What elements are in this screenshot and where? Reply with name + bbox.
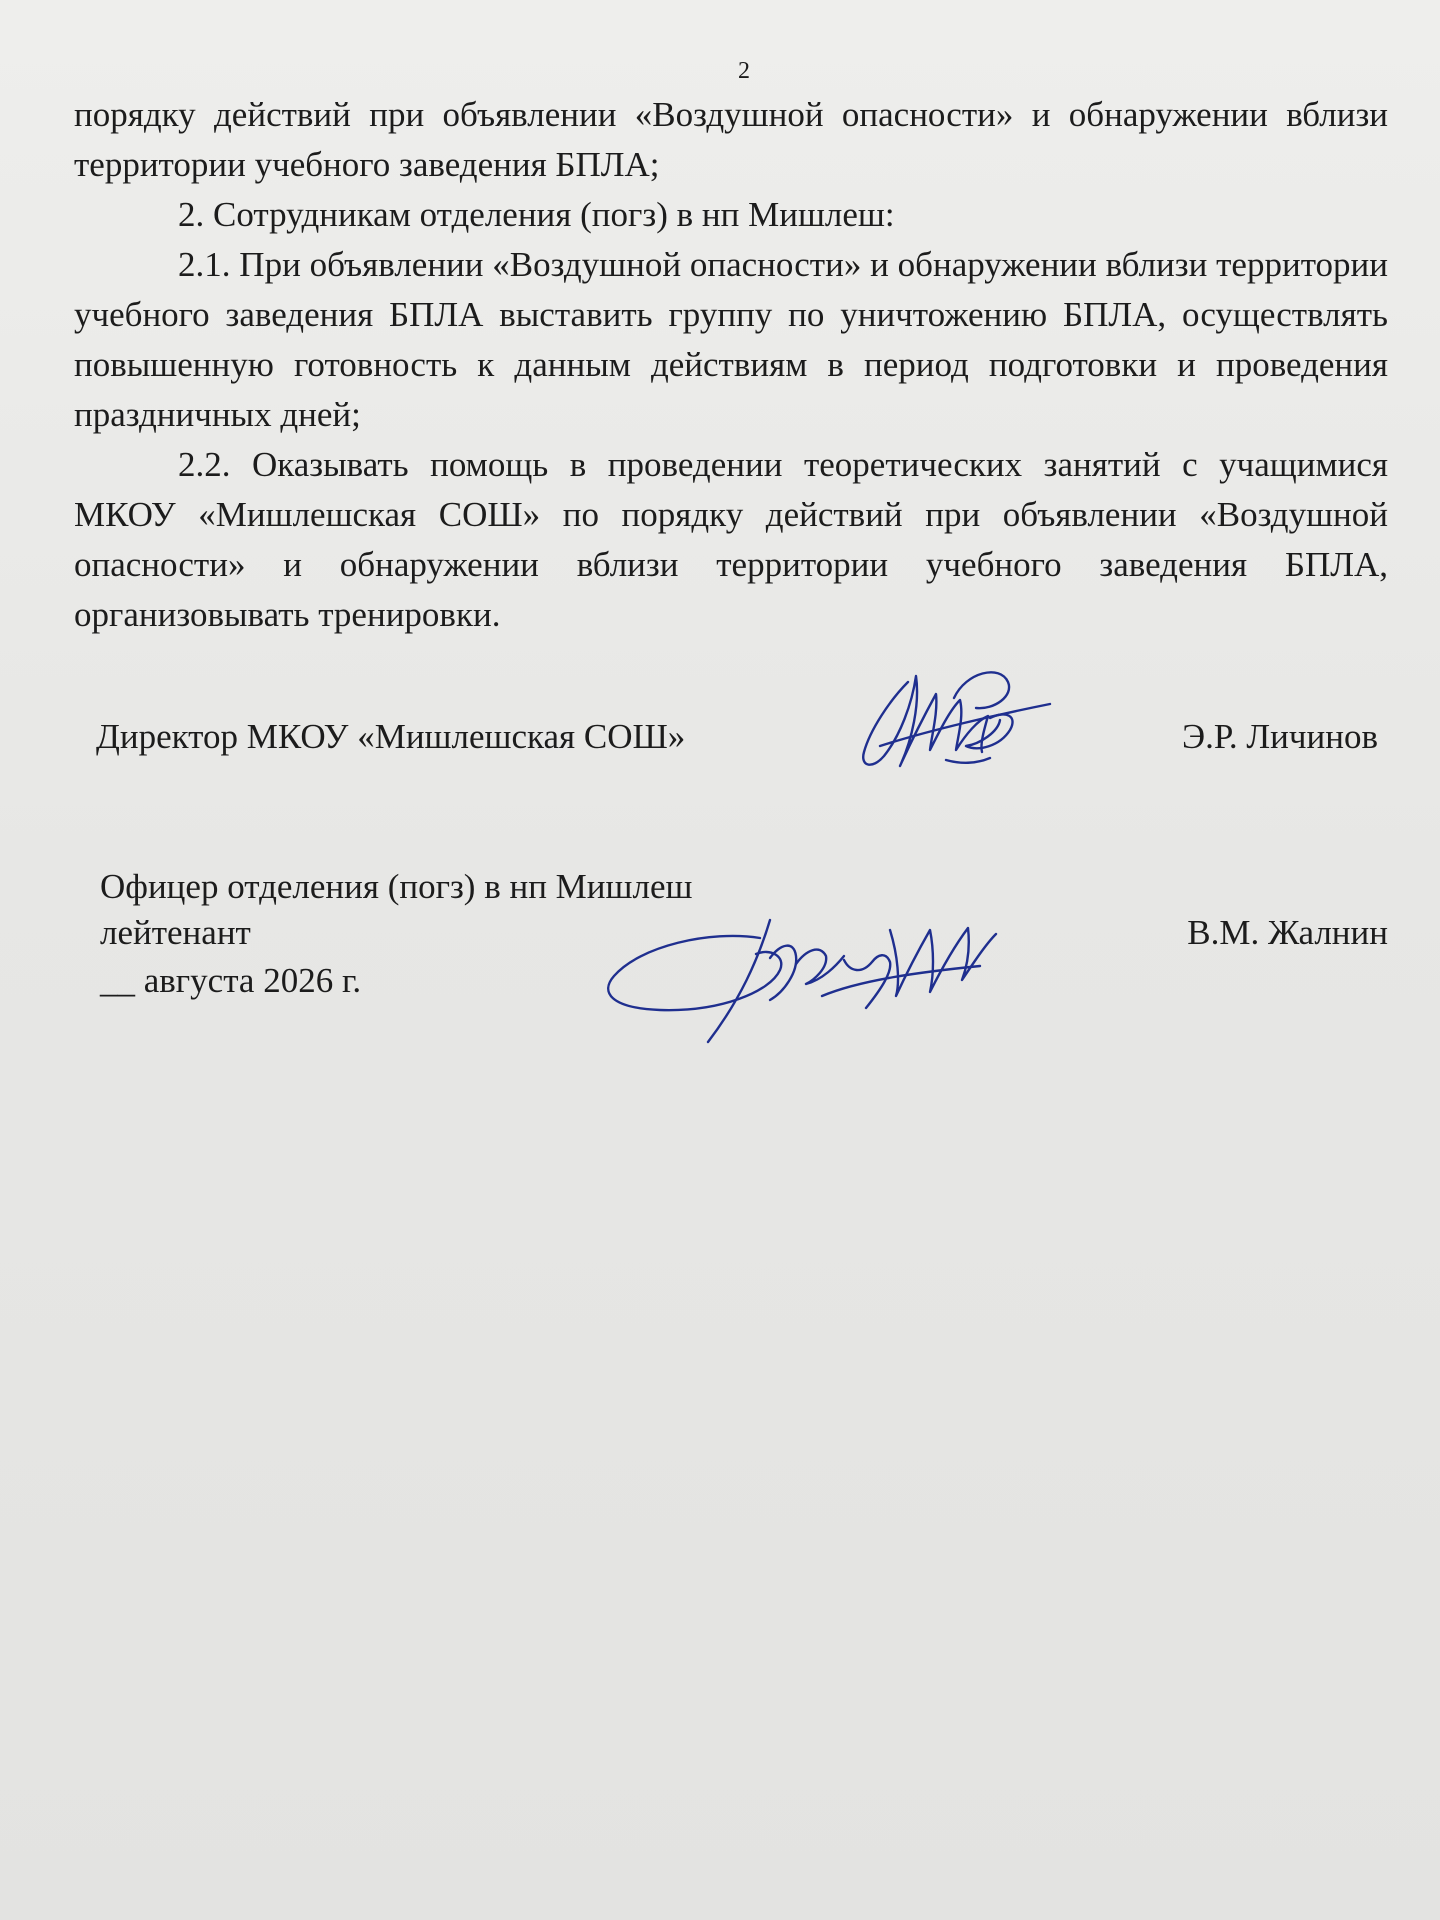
page-number: 2 (738, 58, 750, 84)
officer-signature-icon (600, 900, 1000, 1050)
document-body (74, 90, 1388, 640)
paragraph-item-2: 2. Сотрудникам отделения (погз) в нп Мишлеш: (178, 195, 895, 234)
director-position: Директор МКОУ «Мишлешская СОШ» (96, 717, 686, 756)
paragraph-item-2-1: 2.1. При объявлении «Воздушной опасности» и обнаружении вблизи территории учебного заведения БПЛА выставить группу по уничтожению БПЛА, осуществлять повышенную готовность к данным действиям в период подготовки и проведения праздничных дней; (74, 245, 1388, 434)
director-name: Э.Р. Личинов (1181, 717, 1378, 756)
officer-date: __ августа 2026 г. (100, 961, 362, 1000)
paragraph-item-2-2: 2.2. Оказывать помощь в проведении теоретических занятий с учащимися МКОУ «Мишлешская СОШ» по порядку действий при объявлении «Воздушной опасности» и обнаружении вблизи территории учебного заведения БПЛА, организовывать тренировки. (74, 445, 1388, 634)
officer-rank: лейтенант (100, 913, 251, 952)
director-signature-icon (850, 660, 1060, 780)
officer-position: Офицер отделения (погз) в нп Мишлеш (100, 867, 693, 906)
officer-name: В.М. Жалнин (1187, 913, 1388, 952)
paragraph-continuation: порядку действий при объявлении «Воздушной опасности» и обнаружении вблизи территории учебного заведения БПЛА; (74, 95, 1388, 184)
